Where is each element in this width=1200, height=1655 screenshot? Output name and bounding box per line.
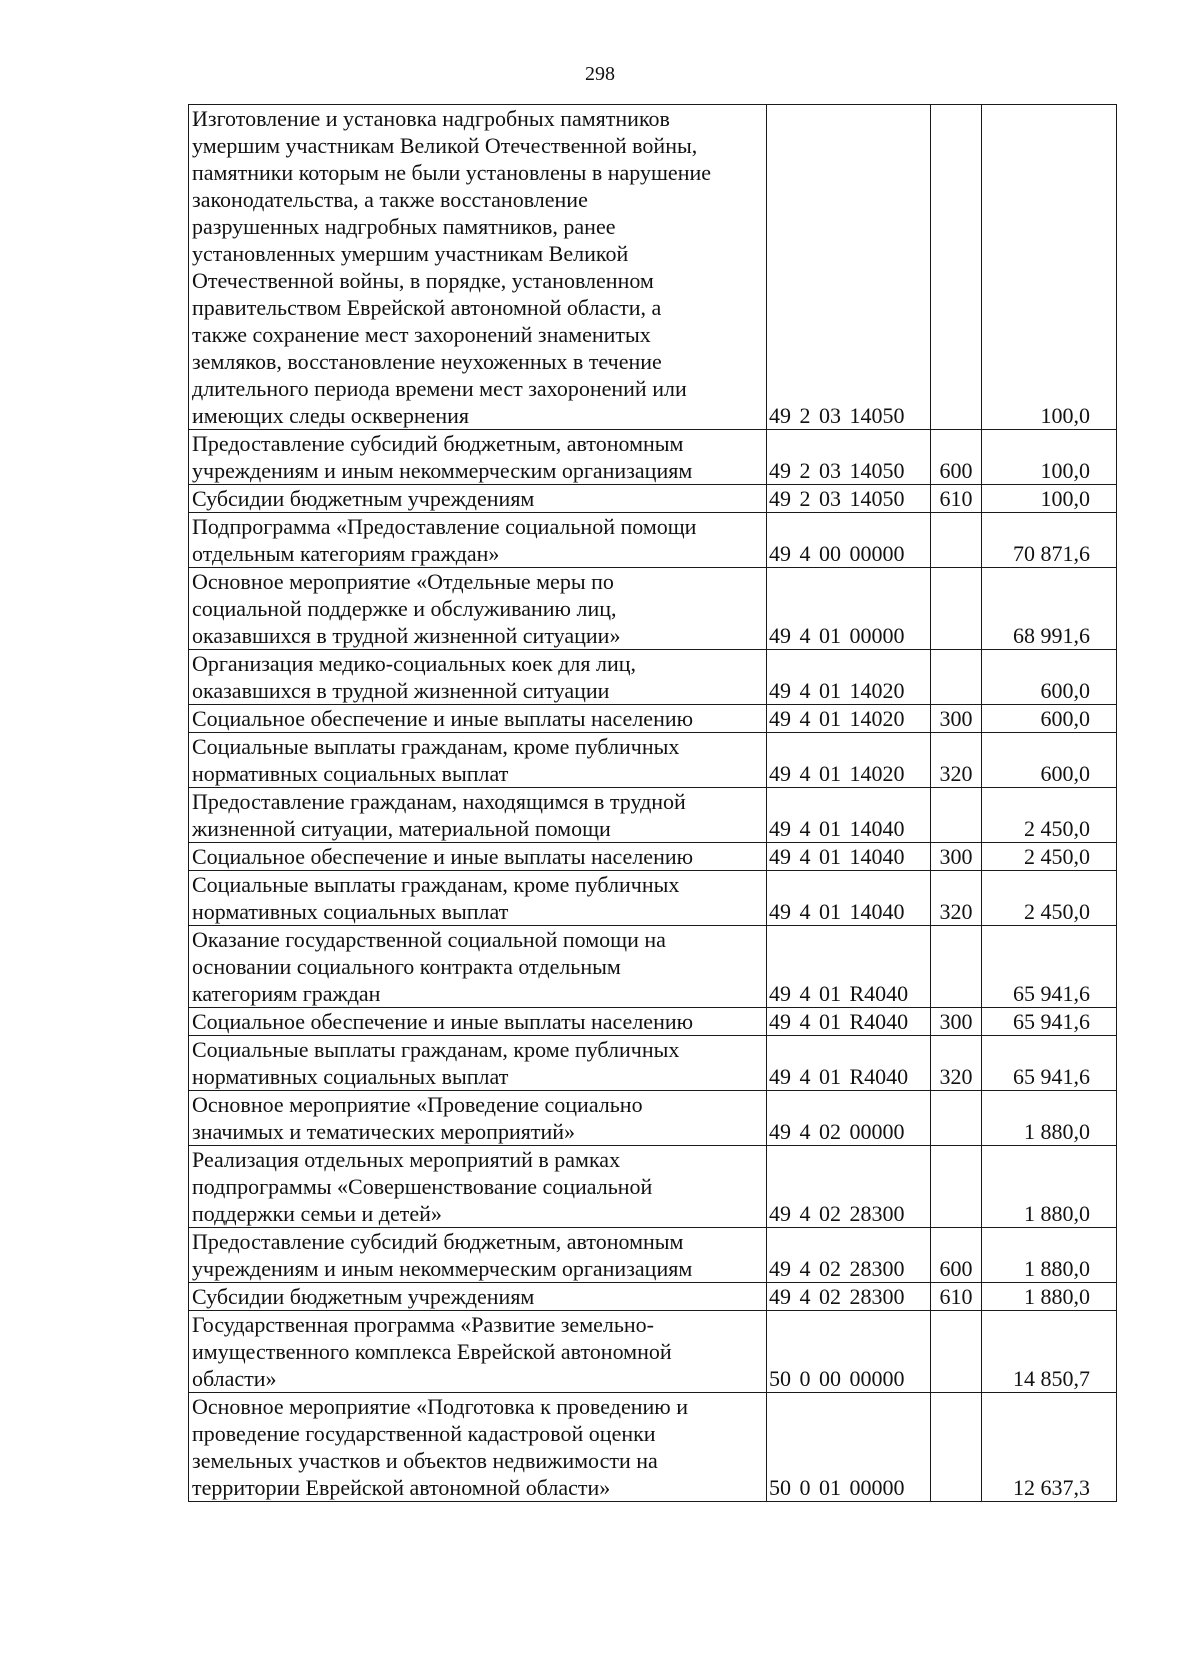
table-row <box>189 926 1117 1008</box>
target-code-cell: 49 4 01 14040 <box>767 843 931 871</box>
expense-type-cell <box>931 105 982 430</box>
expense-name-line: значимых и тематических мероприятий» <box>192 1119 576 1144</box>
expense-name-cell <box>189 1283 767 1311</box>
amount-cell: 100,0 <box>982 105 1117 430</box>
table-row <box>189 1311 1117 1393</box>
target-code-cell: 49 4 01 14040 <box>767 871 931 926</box>
table-body <box>189 105 1117 1502</box>
expense-name-line: Подпрограмма «Предоставление социальной помощи <box>192 514 697 539</box>
expense-name-line: Социальные выплаты гражданам, кроме публичных <box>192 1037 680 1062</box>
expense-name-line: нормативных социальных выплат <box>192 761 509 786</box>
expense-name-cell <box>189 1091 767 1146</box>
expense-name-line: Основное мероприятие «Отдельные меры по <box>192 569 614 594</box>
amount-cell: 1 880,0 <box>982 1228 1117 1283</box>
table-row <box>189 788 1117 843</box>
expense-name-cell <box>189 1146 767 1228</box>
expense-name-line: Социальное обеспечение и иные выплаты населению <box>192 1009 694 1034</box>
expense-type-cell <box>931 513 982 568</box>
expense-name-line: Субсидии бюджетным учреждениям <box>192 1284 535 1309</box>
expense-name-cell <box>189 926 767 1008</box>
target-code-cell: 49 4 01 00000 <box>767 568 931 650</box>
expense-name-line: земляков, восстановление неухоженных в течение <box>192 349 662 374</box>
expense-name-line: нормативных социальных выплат <box>192 1064 509 1089</box>
expense-name-line: Оказание государственной социальной помощи на <box>192 927 666 952</box>
expense-type-cell: 320 <box>931 1036 982 1091</box>
expense-type-cell <box>931 926 982 1008</box>
expense-name-line: Основное мероприятие «Подготовка к проведению и <box>192 1394 688 1419</box>
expense-name-cell <box>189 430 767 485</box>
expense-type-cell <box>931 568 982 650</box>
amount-cell: 100,0 <box>982 485 1117 513</box>
expense-name-line: законодательства, а также восстановление <box>192 187 588 212</box>
amount-cell: 1 880,0 <box>982 1091 1117 1146</box>
amount-cell: 2 450,0 <box>982 788 1117 843</box>
expense-name-cell <box>189 485 767 513</box>
table-row <box>189 513 1117 568</box>
target-code-cell: 50 0 00 00000 <box>767 1311 931 1393</box>
expense-type-cell: 600 <box>931 430 982 485</box>
expense-name-line: Социальные выплаты гражданам, кроме публичных <box>192 734 680 759</box>
table-row <box>189 105 1117 430</box>
expense-type-cell <box>931 788 982 843</box>
expense-name-line: Социальные выплаты гражданам, кроме публичных <box>192 872 680 897</box>
table-row <box>189 650 1117 705</box>
expense-name-line: категориям граждан <box>192 981 381 1006</box>
expense-name-cell <box>189 1228 767 1283</box>
expense-name-cell <box>189 650 767 705</box>
amount-cell: 100,0 <box>982 430 1117 485</box>
expense-name-cell <box>189 788 767 843</box>
expense-type-cell: 320 <box>931 871 982 926</box>
expense-name-line: подпрограммы «Совершенствование социальной <box>192 1174 653 1199</box>
table-row <box>189 485 1117 513</box>
target-code-cell: 50 0 01 00000 <box>767 1393 931 1502</box>
target-code-cell: 49 4 01 R4040 <box>767 926 931 1008</box>
expense-name-line: Субсидии бюджетным учреждениям <box>192 486 535 511</box>
target-code-cell: 49 2 03 14050 <box>767 105 931 430</box>
expense-name-cell <box>189 733 767 788</box>
expense-name-cell <box>189 1008 767 1036</box>
amount-cell: 600,0 <box>982 705 1117 733</box>
table-row <box>189 430 1117 485</box>
expense-name-cell <box>189 1311 767 1393</box>
budget-table <box>188 104 1117 1502</box>
expense-name-cell <box>189 871 767 926</box>
expense-name-cell <box>189 105 767 430</box>
expense-name-line: социальной поддержке и обслуживанию лиц, <box>192 596 617 621</box>
expense-type-cell: 320 <box>931 733 982 788</box>
amount-cell: 1 880,0 <box>982 1146 1117 1228</box>
expense-name-line: отдельным категориям граждан» <box>192 541 500 566</box>
expense-name-line: Государственная программа «Развитие земельно- <box>192 1312 654 1337</box>
expense-type-cell: 600 <box>931 1228 982 1283</box>
target-code-cell: 49 4 01 14020 <box>767 650 931 705</box>
table-row <box>189 871 1117 926</box>
expense-name-cell <box>189 568 767 650</box>
expense-name-line: проведение государственной кадастровой оценки <box>192 1421 656 1446</box>
table-row <box>189 1228 1117 1283</box>
amount-cell: 70 871,6 <box>982 513 1117 568</box>
expense-name-line: правительством Еврейской автономной области, а <box>192 295 662 320</box>
expense-name-line: учреждениям и иным некоммерческим организациям <box>192 1256 693 1281</box>
expense-name-line: Основное мероприятие «Проведение социально <box>192 1092 643 1117</box>
expense-name-cell <box>189 843 767 871</box>
expense-name-line: памятники которым не были установлены в нарушение <box>192 160 712 185</box>
expense-type-cell: 300 <box>931 843 982 871</box>
expense-name-line: также сохранение мест захоронений знаменитых <box>192 322 651 347</box>
amount-cell: 14 850,7 <box>982 1311 1117 1393</box>
expense-name-line: имущественного комплекса Еврейской автономной <box>192 1339 672 1364</box>
target-code-cell: 49 4 01 R4040 <box>767 1008 931 1036</box>
table-row <box>189 568 1117 650</box>
expense-type-cell <box>931 1091 982 1146</box>
table-row <box>189 1146 1117 1228</box>
amount-cell: 68 991,6 <box>982 568 1117 650</box>
target-code-cell: 49 4 02 28300 <box>767 1283 931 1311</box>
expense-name-line: Организация медико-социальных коек для лиц, <box>192 651 637 676</box>
expense-name-line: Предоставление гражданам, находящимся в трудной <box>192 789 686 814</box>
expense-name-line: умершим участникам Великой Отечественной войны, <box>192 133 698 158</box>
table-row <box>189 1283 1117 1311</box>
expense-name-line: Предоставление субсидий бюджетным, автономным <box>192 1229 684 1254</box>
amount-cell: 600,0 <box>982 733 1117 788</box>
expense-type-cell: 610 <box>931 1283 982 1311</box>
expense-type-cell: 300 <box>931 1008 982 1036</box>
target-code-cell: 49 4 02 00000 <box>767 1091 931 1146</box>
table-row <box>189 1036 1117 1091</box>
expense-name-line: оказавшихся в трудной жизненной ситуации» <box>192 623 621 648</box>
page-number: 298 <box>585 63 615 85</box>
expense-name-line: территории Еврейской автономной области» <box>192 1475 611 1500</box>
expense-name-line: оказавшихся в трудной жизненной ситуации <box>192 678 610 703</box>
table-row <box>189 1091 1117 1146</box>
expense-name-line: установленных умершим участникам Великой <box>192 241 629 266</box>
expense-type-cell <box>931 650 982 705</box>
amount-cell: 2 450,0 <box>982 843 1117 871</box>
expense-name-line: длительного периода времени мест захоронений или <box>192 376 687 401</box>
table-row <box>189 733 1117 788</box>
expense-name-line: разрушенных надгробных памятников, ранее <box>192 214 616 239</box>
expense-name-line: поддержки семьи и детей» <box>192 1201 442 1226</box>
expense-name-line: основании социального контракта отдельным <box>192 954 621 979</box>
expense-type-cell <box>931 1311 982 1393</box>
table-row <box>189 843 1117 871</box>
target-code-cell: 49 4 00 00000 <box>767 513 931 568</box>
target-code-cell: 49 4 01 14020 <box>767 705 931 733</box>
table-row <box>189 705 1117 733</box>
expense-name-line: Социальное обеспечение и иные выплаты населению <box>192 706 694 731</box>
expense-name-line: учреждениям и иным некоммерческим организациям <box>192 458 693 483</box>
amount-cell: 65 941,6 <box>982 1008 1117 1036</box>
target-code-cell: 49 4 01 14040 <box>767 788 931 843</box>
amount-cell: 12 637,3 <box>982 1393 1117 1502</box>
expense-name-cell <box>189 513 767 568</box>
target-code-cell: 49 4 01 14020 <box>767 733 931 788</box>
amount-cell: 2 450,0 <box>982 871 1117 926</box>
amount-cell: 65 941,6 <box>982 1036 1117 1091</box>
target-code-cell: 49 4 01 R4040 <box>767 1036 931 1091</box>
table-row <box>189 1008 1117 1036</box>
expense-name-cell <box>189 1036 767 1091</box>
target-code-cell: 49 2 03 14050 <box>767 485 931 513</box>
amount-cell: 600,0 <box>982 650 1117 705</box>
amount-cell: 1 880,0 <box>982 1283 1117 1311</box>
expense-name-line: Предоставление субсидий бюджетным, автономным <box>192 431 684 456</box>
target-code-cell: 49 2 03 14050 <box>767 430 931 485</box>
amount-cell: 65 941,6 <box>982 926 1117 1008</box>
target-code-cell: 49 4 02 28300 <box>767 1228 931 1283</box>
target-code-cell: 49 4 02 28300 <box>767 1146 931 1228</box>
expense-type-cell <box>931 1393 982 1502</box>
expense-name-line: жизненной ситуации, материальной помощи <box>192 816 611 841</box>
table-row <box>189 1393 1117 1502</box>
expense-type-cell <box>931 1146 982 1228</box>
expense-name-cell <box>189 1393 767 1502</box>
expense-name-line: земельных участков и объектов недвижимости на <box>192 1448 658 1473</box>
expense-name-line: нормативных социальных выплат <box>192 899 509 924</box>
expense-name-line: Реализация отдельных мероприятий в рамках <box>192 1147 621 1172</box>
expense-type-cell: 610 <box>931 485 982 513</box>
expense-name-line: Отечественной войны, в порядке, установленном <box>192 268 654 293</box>
expense-name-line: Социальное обеспечение и иные выплаты населению <box>192 844 694 869</box>
expense-name-line: области» <box>192 1366 277 1391</box>
expense-name-cell <box>189 705 767 733</box>
expense-name-line: Изготовление и установка надгробных памятников <box>192 106 670 131</box>
expense-type-cell: 300 <box>931 705 982 733</box>
expense-name-line: имеющих следы осквернения <box>192 403 470 428</box>
